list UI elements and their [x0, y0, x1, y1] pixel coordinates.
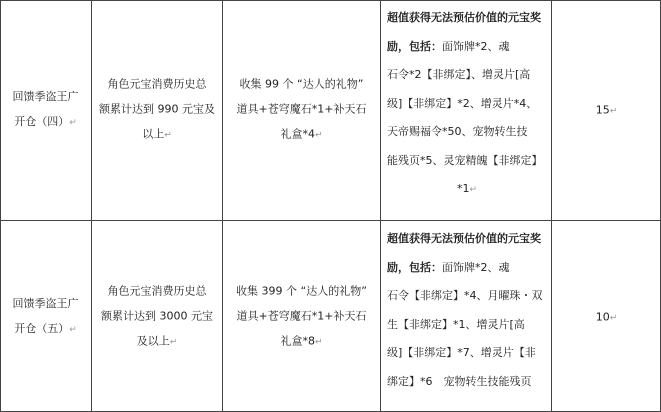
task-text [223, 278, 380, 355]
reward-line: 天帝赐福令*50、宠物转生技 [387, 125, 528, 138]
reward-line: 生【非绑定】*1、增灵片[高 [387, 317, 525, 331]
count-value: 15↵ [595, 103, 618, 117]
reward-line: 面饰牌*2、魂 [442, 260, 510, 274]
condition-line: 额累计达到 990 元宝及 [99, 102, 215, 116]
reward-line: 石令*2【非绑定】、增灵片[高 [387, 68, 531, 81]
reward-highlight: 超值获得无法预估价值的元宝奖励，包括： [387, 232, 541, 274]
activity-name-line: 回馈季盗王广 [12, 90, 79, 103]
reward-line: *1↵ [456, 182, 478, 195]
condition-line: 及以上↵ [136, 334, 178, 347]
condition-text [92, 278, 222, 355]
task-cell [223, 221, 380, 412]
condition-line: 角色元宝消费历史总 [107, 284, 207, 297]
condition-cell [92, 221, 222, 412]
task-line: 道具+苍穹魔石*1+补天石 [236, 102, 367, 116]
condition-line: 额累计达到 3000 元宝 [101, 309, 213, 322]
count-cell [552, 0, 661, 220]
task-text [223, 72, 380, 149]
condition-cell [92, 0, 222, 220]
reward-text [387, 4, 547, 205]
condition-line: 以上↵ [142, 127, 172, 141]
reward-text [387, 225, 547, 396]
activity-name-cell [0, 0, 91, 220]
task-line: 收集 399 个 “达人的礼物” [236, 284, 367, 297]
activity-name-cell [0, 221, 91, 412]
reward-highlight: 超值获得无法预估价值的元宝奖励，包括： [387, 11, 541, 53]
reward-line: 级]【非绑定】*7、增灵片【非 [387, 346, 536, 359]
activity-name-line: 回馈季盗王广 [12, 296, 79, 310]
task-line: 收集 99 个 “达人的礼物” [239, 77, 364, 91]
reward-line: 石令【非绑定】*4、月曜珠・双 [387, 289, 543, 302]
reward-line: 面饰牌*2、魂 [442, 39, 510, 53]
task-line: 礼盒*4↵ [280, 127, 323, 141]
reward-line: 能残页*5、灵宠精魄【非绑定】 [387, 153, 543, 167]
reward-line: 级]【非绑定】*2、增灵片*4、 [387, 96, 538, 110]
activity-name-line: 开仓（五）↵ [14, 321, 77, 335]
reward-line: 绑定】*6 宠物转生技能残页 [387, 374, 532, 388]
activity-name [0, 84, 91, 136]
reward-cell [381, 0, 551, 220]
condition-text [92, 72, 222, 149]
count-value: 10↵ [595, 310, 618, 323]
task-line: 道具+苍穹魔石*1+补天石 [236, 309, 367, 322]
activity-name-line: 开仓（四）↵ [14, 115, 77, 128]
task-cell [223, 0, 380, 220]
count-cell [552, 221, 661, 412]
table-row [0, 221, 661, 412]
condition-line: 角色元宝消费历史总 [107, 77, 207, 91]
task-line: 礼盒*8↵ [280, 334, 323, 347]
activity-name [0, 291, 91, 343]
reward-cell [381, 221, 551, 412]
